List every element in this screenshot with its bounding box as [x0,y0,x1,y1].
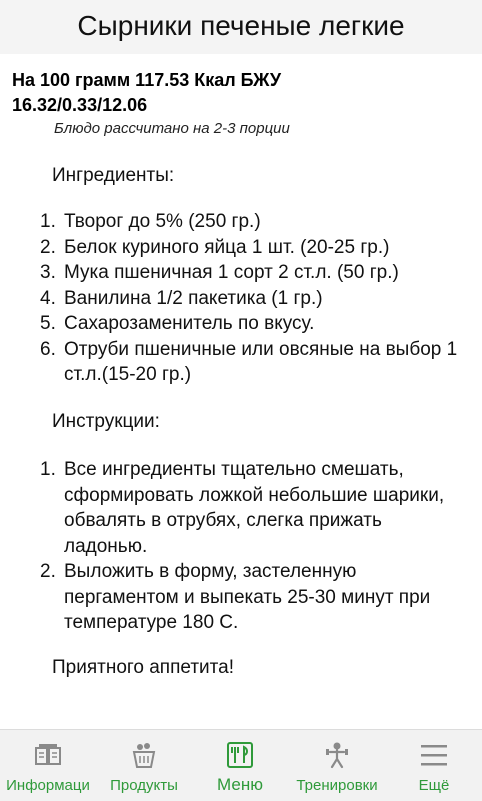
item-number: 2. [40,561,56,582]
workout-icon [322,740,352,770]
item-number: 4. [40,287,56,309]
tab-workouts[interactable] [288,730,386,801]
tab-label: Продукты [110,777,178,794]
item-text: Выложить в форму, застеленную пергаментом и выпекать 25-30 минут при температуре 180 С. [64,561,431,633]
info-book-icon [33,740,63,770]
list-item [40,286,470,312]
tab-label: Ещё [418,777,450,794]
item-number: 1. [40,459,56,480]
item-number: 2. [40,236,56,258]
list-item [40,457,470,559]
item-text: Творог до 5% (250 гр.) [64,211,261,232]
bottom-tab-bar [0,729,482,801]
item-text: Сахарозаменитель по вкусу. [64,313,315,334]
item-text: Все ингредиенты тщательно смешать, сформировать ложкой небольшие шарики, обвалять в отрубях, слегка прижать ладонью. [64,459,445,557]
page-title: Сырники печеные легкие [77,10,405,41]
tab-label: Тренировки [296,777,378,794]
servings-note: Блюдо рассчитано на 2-3 порции [54,120,290,137]
instructions-list [40,457,470,636]
list-item [40,311,470,337]
list-item [40,260,470,286]
instructions-heading: Инструкции: [52,411,160,432]
menu-fork-icon [225,740,255,770]
item-text: Белок куриного яйца 1 шт. (20-25 гр.) [64,236,390,258]
nutrition-line-1: На 100 грамм 117.53 Ккал БЖУ [12,70,282,90]
list-item [40,235,470,261]
tab-menu[interactable] [192,730,288,801]
ingredients-heading: Ингредиенты: [52,165,175,186]
item-text: Ванилина 1/2 пакетика (1 гр.) [64,287,323,309]
item-number: 5. [40,313,56,334]
item-number: 3. [40,262,56,283]
list-item [40,559,470,636]
item-number: 6. [40,338,56,360]
tab-more[interactable] [386,730,482,801]
item-text: Мука пшеничная 1 сорт 2 ст.л. (50 гр.) [64,262,399,283]
nutrition-line-2: 16.32/0.33/12.06 [12,95,148,115]
tab-label: Меню [217,775,263,794]
item-text: Отруби пшеничные или овсяные на выбор 1 ст.л.(15-20 гр.) [64,338,458,385]
ingredients-list [40,209,470,388]
closing-text: Приятного аппетита! [52,657,234,678]
hamburger-icon [419,740,449,770]
list-item [40,337,470,388]
app-header [0,0,482,54]
tab-products[interactable] [96,730,192,801]
tab-info[interactable] [0,730,96,801]
list-item [40,209,470,235]
nutrition-info [12,68,472,118]
products-basket-icon [129,740,159,770]
tab-label: Информаци [6,777,90,794]
item-number: 1. [40,211,56,232]
